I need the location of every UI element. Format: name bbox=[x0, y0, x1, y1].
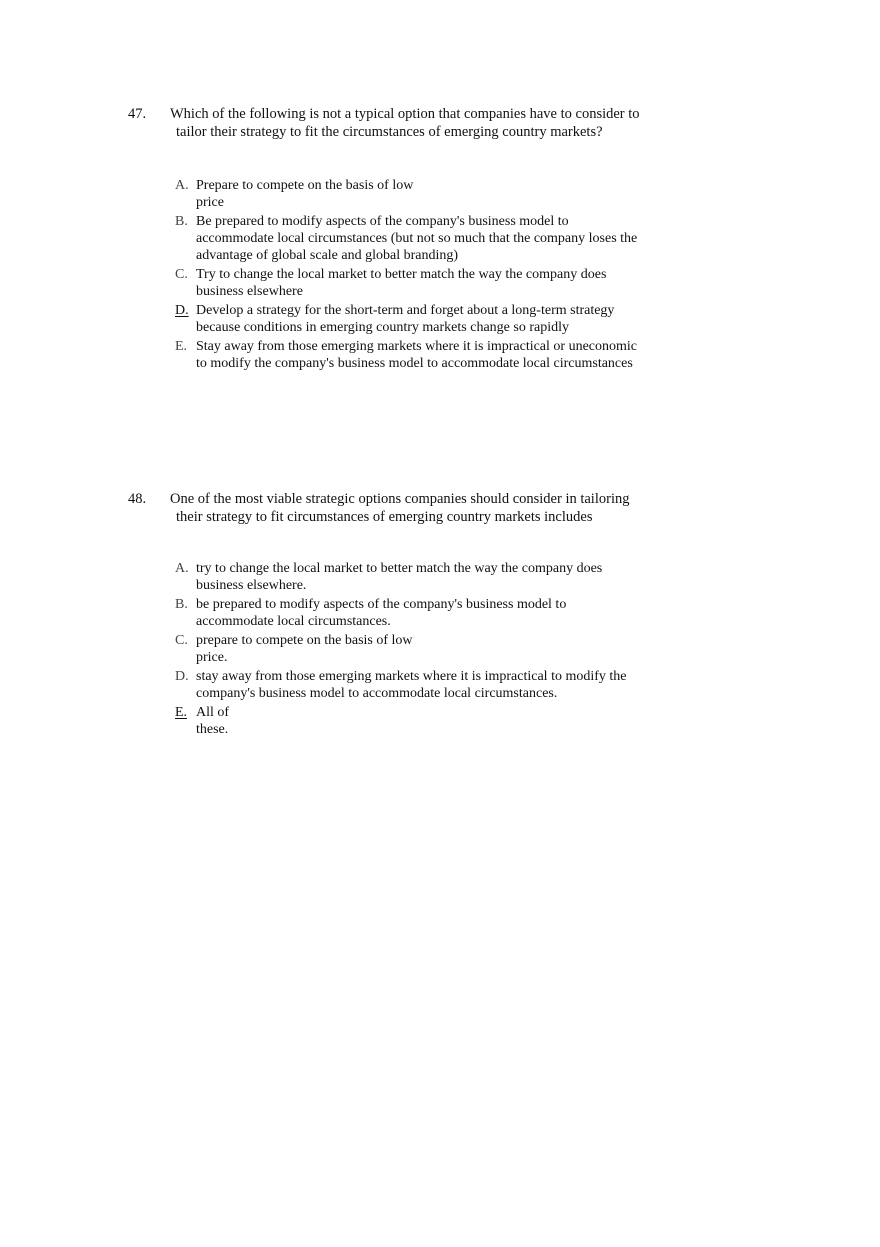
option-line: price bbox=[196, 195, 224, 210]
option-text bbox=[196, 213, 665, 264]
option-line: Stay away from those emerging markets where it is impractical or uneconomic bbox=[196, 339, 637, 354]
stem-line: One of the most viable strategic options companies should consider in tailoring bbox=[170, 491, 630, 507]
option-line: prepare to compete on the basis of low bbox=[196, 633, 413, 648]
option-b bbox=[175, 213, 665, 264]
option-d bbox=[175, 302, 665, 336]
option-text bbox=[196, 302, 665, 336]
answer-options bbox=[175, 177, 665, 374]
option-letter: B. bbox=[175, 214, 188, 229]
option-letter: C. bbox=[175, 267, 188, 282]
option-line: All of bbox=[196, 705, 230, 720]
option-line: price. bbox=[196, 650, 228, 665]
option-letter: A. bbox=[175, 178, 189, 193]
option-text bbox=[196, 266, 665, 300]
stem-line: tailor their strategy to fit the circumstances of emerging country markets? bbox=[176, 124, 603, 140]
option-e bbox=[175, 338, 665, 372]
option-letter: A. bbox=[175, 561, 189, 576]
option-text bbox=[196, 596, 665, 630]
option-a bbox=[175, 560, 665, 594]
option-line: Prepare to compete on the basis of low bbox=[196, 178, 414, 193]
question-47 bbox=[0, 105, 880, 371]
option-e bbox=[175, 704, 665, 738]
option-text bbox=[196, 338, 665, 372]
option-letter: B. bbox=[175, 597, 188, 612]
option-line: Try to change the local market to better match the way the company does bbox=[196, 267, 607, 282]
option-text bbox=[196, 177, 665, 211]
option-line: try to change the local market to better match the way the company does bbox=[196, 561, 603, 576]
option-text bbox=[196, 704, 665, 738]
option-text bbox=[196, 632, 665, 666]
option-line: because conditions in emerging country markets change so rapidly bbox=[196, 320, 569, 335]
option-a bbox=[175, 177, 665, 211]
option-d bbox=[175, 668, 665, 702]
option-text bbox=[196, 560, 665, 594]
option-c bbox=[175, 632, 665, 666]
option-line: accommodate local circumstances (but not so much that the company loses the bbox=[196, 231, 638, 246]
option-line: accommodate local circumstances. bbox=[196, 614, 391, 629]
option-letter: E. bbox=[175, 339, 188, 354]
option-line: advantage of global scale and global branding) bbox=[196, 248, 459, 263]
option-line: to modify the company's business model to accommodate local circumstances bbox=[196, 356, 633, 371]
option-line: Be prepared to modify aspects of the company's business model to bbox=[196, 214, 569, 229]
question-number: 47. bbox=[128, 106, 147, 122]
option-line: be prepared to modify aspects of the company's business model to bbox=[196, 597, 567, 612]
option-letter: D. bbox=[175, 669, 189, 684]
question-header bbox=[0, 105, 880, 155]
answer-options bbox=[175, 560, 665, 740]
option-line: Develop a strategy for the short-term and forget about a long-term strategy bbox=[196, 303, 615, 318]
option-text bbox=[196, 668, 665, 702]
question-stem bbox=[170, 105, 650, 141]
question-header bbox=[0, 490, 880, 540]
correct-option-letter: D. bbox=[175, 303, 189, 318]
question-48 bbox=[0, 490, 880, 737]
option-line: business elsewhere bbox=[196, 284, 303, 299]
option-line: these. bbox=[196, 722, 229, 737]
stem-line: Which of the following is not a typical option that companies have to consider to bbox=[170, 106, 640, 122]
option-line: stay away from those emerging markets where it is impractical to modify the bbox=[196, 669, 627, 684]
option-line: business elsewhere. bbox=[196, 578, 307, 593]
option-letter: C. bbox=[175, 633, 188, 648]
question-stem bbox=[170, 490, 650, 526]
question-number: 48. bbox=[128, 491, 147, 507]
option-b bbox=[175, 596, 665, 630]
option-line: company's business model to accommodate local circumstances. bbox=[196, 686, 558, 701]
stem-line: their strategy to fit circumstances of emerging country markets includes bbox=[176, 509, 593, 525]
correct-option-letter: E. bbox=[175, 705, 188, 720]
option-c bbox=[175, 266, 665, 300]
